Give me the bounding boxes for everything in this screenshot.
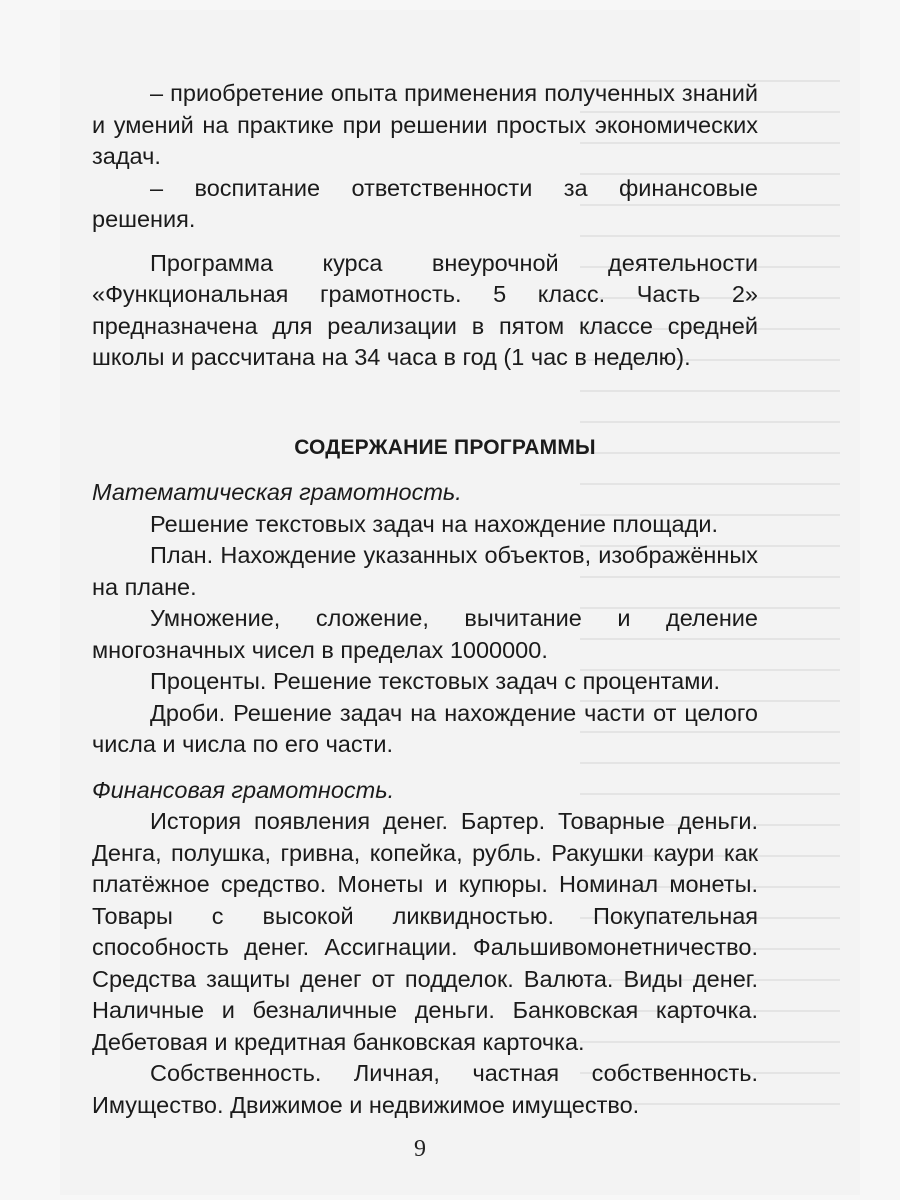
- math-paragraph: Решение текстовых задач на нахождение площади.: [150, 510, 718, 537]
- finance-paragraph: Собственность. Личная, частная собственность. Имущество. Движимое и недвижимое имущество.: [92, 1060, 758, 1118]
- finance-paragraph: История появления денег. Бартер. Товарные деньги. Денга, полушка, гривна, копейка, рубль. Ракушки каури как платёжное средство. Монеты и купюры. Номинал монеты. Товары с высокой ликвидностью. Покупательная способность денег. Ассигнации. Фальшивомонетничество. Средства защиты денег от подделок. Валюта. Виды денег. Наличные и безналичные деньги. Банковская карточка. Дебетовая и кредитная банковская карточка.: [92, 808, 758, 1055]
- math-paragraph: План. Нахождение указанных объектов, изображённых на плане.: [92, 542, 758, 600]
- finance-heading: Финансовая грамотность.: [92, 776, 395, 803]
- intro-paragraph-3: Программа курса внеурочной деятельности «Функциональная грамотность. 5 класс. Часть 2» предназначена для реализации в пятом классе средней школы и рассчитана на 34 часа в год (1 час в неделю).: [92, 249, 758, 370]
- page-content: [92, 78, 758, 1121]
- intro-paragraph-2: – воспитание ответственности за финансовые решения.: [92, 174, 758, 232]
- math-heading: Математическая грамотность.: [92, 479, 462, 505]
- intro-paragraph-1: – приобретение опыта применения полученных знаний и умений на практике при решении простых экономических задач.: [92, 80, 758, 169]
- section-title: СОДЕРЖАНИЕ ПРОГРАММЫ: [294, 435, 596, 459]
- math-paragraph: Умножение, сложение, вычитание и деление многозначных чисел в пределах 1000000.: [92, 605, 758, 663]
- math-paragraph: Проценты. Решение текстовых задач с процентами.: [150, 668, 721, 694]
- math-paragraph: Дроби. Решение задач на нахождение части от целого числа и числа по его части.: [92, 699, 758, 757]
- page-number: 9: [414, 1136, 426, 1162]
